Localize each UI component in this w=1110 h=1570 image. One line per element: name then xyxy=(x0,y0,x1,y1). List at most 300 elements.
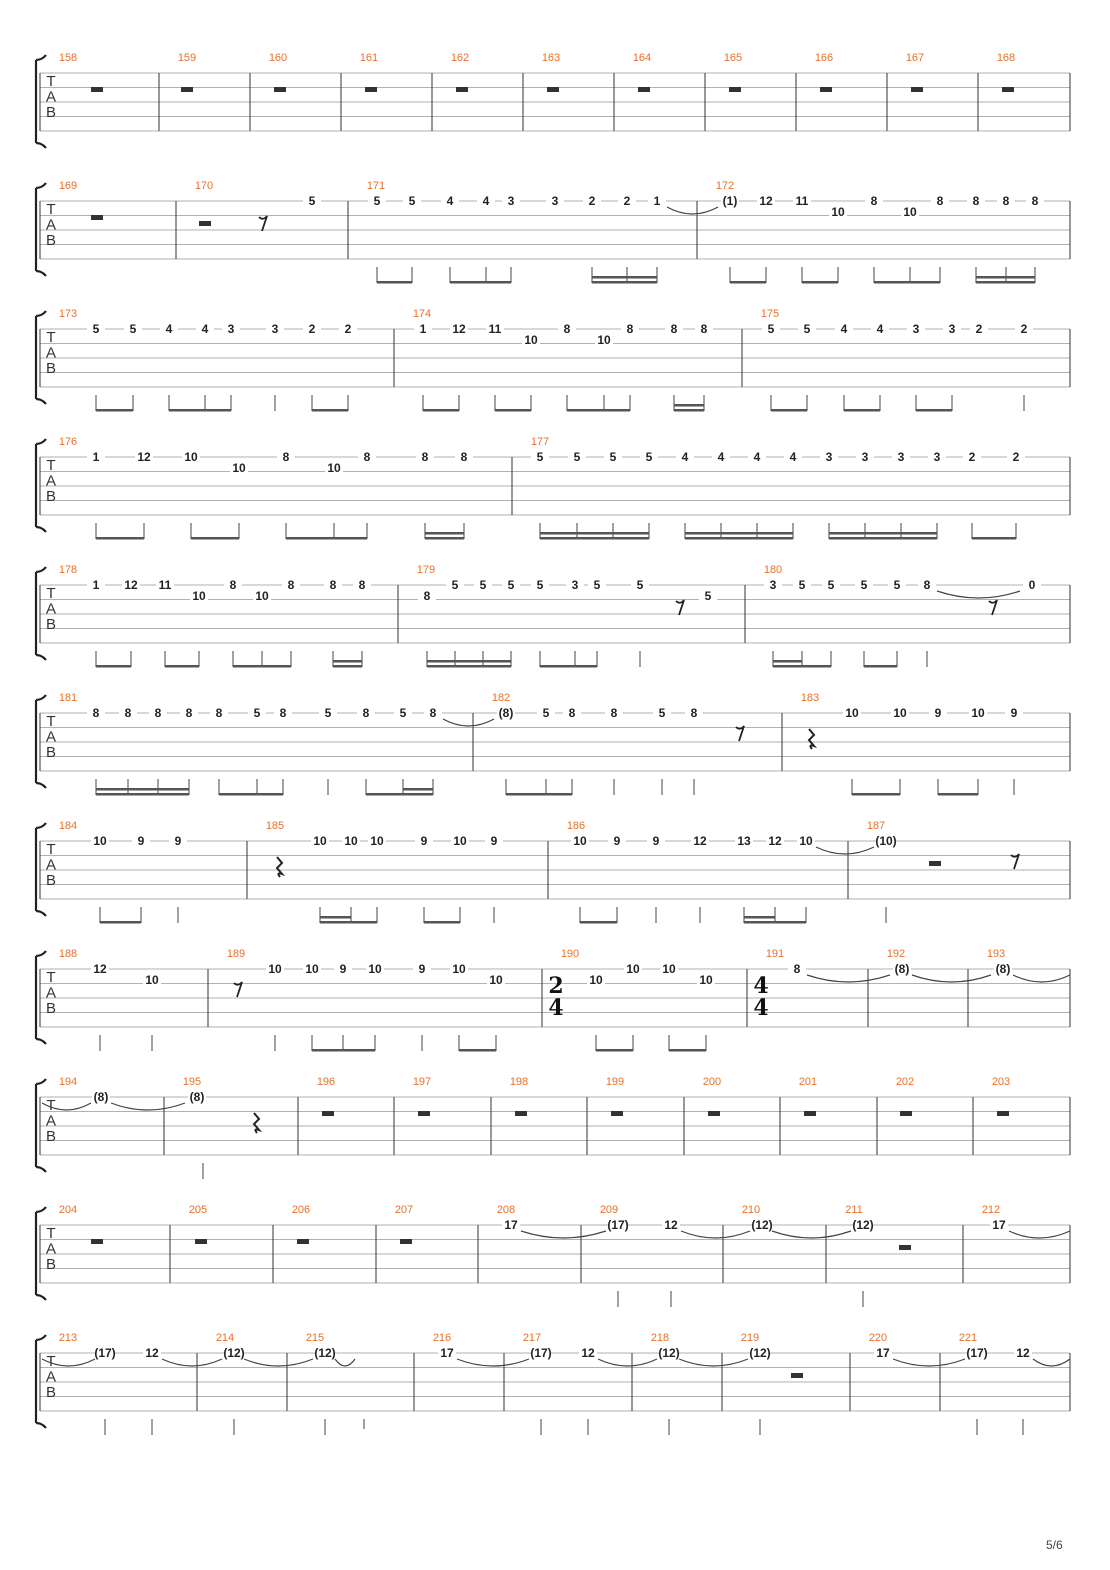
note-beam xyxy=(312,409,348,412)
fret-number: 10 xyxy=(184,450,198,464)
fret-number: 5 xyxy=(573,450,581,464)
fret-number: 8 xyxy=(154,706,162,720)
rest-symbol xyxy=(911,87,923,92)
note-beam xyxy=(427,660,511,663)
eighth-rest-symbol xyxy=(736,726,744,741)
tab-clef-letter-t: T xyxy=(46,457,56,474)
measure-number: 172 xyxy=(715,180,735,192)
fret-number: 1 xyxy=(92,450,100,464)
fret-number: 10 xyxy=(93,834,107,848)
measure-number: 180 xyxy=(763,564,783,576)
fret-number: 10 xyxy=(597,333,611,347)
note-beam xyxy=(424,921,460,924)
note-beam xyxy=(802,281,838,284)
note-beam xyxy=(674,409,704,412)
system-bracket xyxy=(36,183,46,276)
measure-number: 179 xyxy=(416,564,436,576)
fret-number: 12 xyxy=(693,834,707,848)
note-beam xyxy=(829,537,937,540)
note-beam xyxy=(96,788,189,791)
note-beam xyxy=(773,660,802,663)
fret-number: 11 xyxy=(795,194,809,208)
tab-clef-letter-a: A xyxy=(45,1368,57,1386)
note-beam xyxy=(96,793,189,796)
tab-clef-letter-b: B xyxy=(45,488,57,505)
fret-number: 8 xyxy=(690,706,698,720)
time-signature-top: 2 xyxy=(548,973,564,999)
fret-number: 8 xyxy=(870,194,878,208)
tab-clef-letter-b: B xyxy=(45,360,57,377)
page-number: 5/6 xyxy=(1046,1538,1063,1552)
quarter-rest-symbol xyxy=(277,857,282,877)
tab-clef-letter-b: B xyxy=(45,1128,57,1145)
time-signature-bottom: 4 xyxy=(753,995,769,1021)
fret-number: 9 xyxy=(934,706,942,720)
fret-number: 8 xyxy=(279,706,287,720)
note-beam xyxy=(567,409,630,412)
tab-clef-letter-b: B xyxy=(45,744,57,761)
note-beam xyxy=(96,409,133,412)
tie-arc xyxy=(162,1359,222,1366)
note-beam xyxy=(592,281,657,284)
note-beam xyxy=(423,409,459,412)
measure-number: 187 xyxy=(866,820,886,832)
system-bracket xyxy=(36,823,46,916)
measure-number: 190 xyxy=(560,948,580,960)
note-beam xyxy=(938,793,978,796)
measure-number: 181 xyxy=(58,692,78,704)
tie-arc xyxy=(443,719,494,726)
tab-clef-letter-a: A xyxy=(45,1112,57,1130)
fret-number: 5 xyxy=(827,578,835,592)
tab-clef-letter-t: T xyxy=(46,73,56,90)
note-beam xyxy=(771,409,807,412)
system-bracket xyxy=(36,55,46,148)
measure-number: 204 xyxy=(58,1204,78,1216)
tie-arc xyxy=(679,1359,748,1366)
measure-number: 171 xyxy=(366,180,386,192)
fret-number: 2 xyxy=(968,450,976,464)
rest-symbol xyxy=(820,87,832,92)
rest-symbol xyxy=(997,1111,1009,1116)
fret-number: 1 xyxy=(92,578,100,592)
fret-number: (12) xyxy=(852,1218,874,1232)
fret-number: 3 xyxy=(271,322,279,336)
fret-number: 9 xyxy=(420,834,428,848)
fret-number: 4 xyxy=(789,450,797,464)
tab-clef-letter-a: A xyxy=(45,1240,57,1258)
measure-number: 197 xyxy=(412,1076,432,1088)
fret-number: (12) xyxy=(223,1346,245,1360)
measure-number: 212 xyxy=(981,1204,1001,1216)
measure-number: 164 xyxy=(632,52,652,64)
measure-number: 213 xyxy=(58,1332,78,1344)
fret-number: 10 xyxy=(831,205,845,219)
measure-number: 173 xyxy=(58,308,78,320)
fret-number: 10 xyxy=(313,834,327,848)
note-beam xyxy=(540,532,649,535)
fret-number: 8 xyxy=(923,578,931,592)
fret-number: 3 xyxy=(507,194,515,208)
note-beam xyxy=(425,537,464,540)
rest-symbol xyxy=(804,1111,816,1116)
tab-clef-letter-a: A xyxy=(45,856,57,874)
fret-number: 4 xyxy=(681,450,689,464)
note-beam xyxy=(540,665,597,668)
tie-arc xyxy=(335,1359,355,1366)
fret-number: 2 xyxy=(1020,322,1028,336)
measure-number: 158 xyxy=(58,52,78,64)
fret-number: 4 xyxy=(482,194,490,208)
fret-number: 8 xyxy=(1031,194,1039,208)
fret-number: 5 xyxy=(593,578,601,592)
measure-number: 221 xyxy=(958,1332,978,1344)
measure-number: 194 xyxy=(58,1076,78,1088)
note-beam xyxy=(427,665,511,668)
fret-number: 5 xyxy=(308,194,316,208)
tab-clef-letter-a: A xyxy=(45,984,57,1002)
fret-number: 5 xyxy=(92,322,100,336)
tab-clef-letter-a: A xyxy=(45,216,57,234)
tab-clef-letter-t: T xyxy=(46,713,56,730)
rest-symbol xyxy=(91,1239,103,1244)
note-beam xyxy=(916,409,952,412)
system-bracket xyxy=(36,695,46,788)
fret-number: 12 xyxy=(452,322,466,336)
fret-number: 17 xyxy=(876,1346,890,1360)
tab-clef-letter-b: B xyxy=(45,232,57,249)
fret-number: 10 xyxy=(699,973,713,987)
note-beam xyxy=(96,537,144,540)
rest-symbol xyxy=(91,87,103,92)
fret-number: 13 xyxy=(737,834,751,848)
tab-clef-letter-a: A xyxy=(45,344,57,362)
measure-number: 177 xyxy=(530,436,550,448)
note-beam xyxy=(596,1049,633,1052)
tab-clef-letter-a: A xyxy=(45,728,57,746)
fret-number: 10 xyxy=(799,834,813,848)
tie-arc xyxy=(807,975,890,982)
note-beam xyxy=(976,276,1035,279)
note-beam xyxy=(219,793,283,796)
fret-number: 10 xyxy=(453,834,467,848)
note-beam xyxy=(976,281,1035,284)
rest-symbol xyxy=(181,87,193,92)
tab-clef-letter-t: T xyxy=(46,201,56,218)
fret-number: 5 xyxy=(542,706,550,720)
fret-number: 8 xyxy=(793,962,801,976)
note-beam xyxy=(744,921,806,924)
rest-symbol xyxy=(297,1239,309,1244)
measure-number: 191 xyxy=(765,948,785,960)
measure-number: 202 xyxy=(895,1076,915,1088)
fret-number: (8) xyxy=(498,706,514,720)
fret-number: 4 xyxy=(840,322,848,336)
fret-number: 10 xyxy=(903,205,917,219)
note-beam xyxy=(972,537,1016,540)
fret-number: 2 xyxy=(1012,450,1020,464)
fret-number: 4 xyxy=(201,322,209,336)
measure-number: 175 xyxy=(760,308,780,320)
fret-number: 5 xyxy=(636,578,644,592)
note-beam xyxy=(377,281,412,284)
fret-number: (17) xyxy=(530,1346,552,1360)
fret-number: 2 xyxy=(623,194,631,208)
fret-number: 5 xyxy=(645,450,653,464)
fret-number: 3 xyxy=(769,578,777,592)
fret-number: 8 xyxy=(423,589,431,603)
system-bracket xyxy=(36,1335,46,1428)
measure-number: 201 xyxy=(798,1076,818,1088)
measure-number: 176 xyxy=(58,436,78,448)
time-signature-bottom: 4 xyxy=(548,995,564,1021)
fret-number: 8 xyxy=(282,450,290,464)
measure-number: 195 xyxy=(182,1076,202,1088)
note-beam xyxy=(730,281,766,284)
tie-arc xyxy=(816,847,874,854)
rest-symbol xyxy=(547,87,559,92)
quarter-rest-symbol xyxy=(809,729,814,749)
measure-number: 217 xyxy=(522,1332,542,1344)
tie-arc xyxy=(1033,1359,1070,1366)
measure-number: 165 xyxy=(723,52,743,64)
measure-number: 203 xyxy=(991,1076,1011,1088)
measure-number: 198 xyxy=(509,1076,529,1088)
rest-symbol xyxy=(418,1111,430,1116)
tab-clef-letter-b: B xyxy=(45,872,57,889)
measure-number: 210 xyxy=(741,1204,761,1216)
fret-number: 5 xyxy=(536,450,544,464)
fret-number: 8 xyxy=(460,450,468,464)
fret-number: 2 xyxy=(975,322,983,336)
time-signature-top: 4 xyxy=(753,973,769,999)
tie-arc xyxy=(457,1359,529,1366)
measure-number: 200 xyxy=(702,1076,722,1088)
note-beam xyxy=(96,665,131,668)
fret-number: 5 xyxy=(451,578,459,592)
measure-number: 185 xyxy=(265,820,285,832)
system-bracket xyxy=(36,439,46,532)
note-beam xyxy=(669,1049,706,1052)
tie-arc xyxy=(598,1359,657,1366)
fret-number: 8 xyxy=(358,578,366,592)
fret-number: 4 xyxy=(446,194,454,208)
tab-clef-letter-t: T xyxy=(46,1225,56,1242)
note-beam xyxy=(169,409,231,412)
eighth-rest-symbol xyxy=(259,216,267,231)
system-bracket xyxy=(36,951,46,1044)
fret-number: 12 xyxy=(93,962,107,976)
tie-arc xyxy=(893,1359,965,1366)
fret-number: 10 xyxy=(255,589,269,603)
tab-clef-letter-a: A xyxy=(45,472,57,490)
note-beam xyxy=(852,793,900,796)
fret-number: 8 xyxy=(185,706,193,720)
fret-number: 8 xyxy=(124,706,132,720)
rest-symbol xyxy=(199,221,211,226)
note-beam xyxy=(592,276,657,279)
tie-arc xyxy=(772,1231,851,1238)
fret-number: 10 xyxy=(589,973,603,987)
measure-number: 196 xyxy=(316,1076,336,1088)
fret-number: 17 xyxy=(440,1346,454,1360)
fret-number: 3 xyxy=(571,578,579,592)
fret-number: (1) xyxy=(722,194,738,208)
fret-number: 8 xyxy=(215,706,223,720)
fret-number: (10) xyxy=(875,834,897,848)
measure-number: 184 xyxy=(58,820,78,832)
fret-number: 2 xyxy=(308,322,316,336)
fret-number: 10 xyxy=(452,962,466,976)
note-beam xyxy=(829,532,937,535)
note-beam xyxy=(191,537,239,540)
fret-number: 9 xyxy=(490,834,498,848)
fret-number: 0 xyxy=(1028,578,1036,592)
fret-number: 2 xyxy=(588,194,596,208)
tab-clef-letter-b: B xyxy=(45,1384,57,1401)
fret-number: 5 xyxy=(860,578,868,592)
fret-number: 3 xyxy=(933,450,941,464)
fret-number: 5 xyxy=(408,194,416,208)
fret-number: 10 xyxy=(662,962,676,976)
measure-number: 170 xyxy=(194,180,214,192)
fret-number: 5 xyxy=(893,578,901,592)
measure-number: 174 xyxy=(412,308,432,320)
measure-number: 209 xyxy=(599,1204,619,1216)
fret-number: 8 xyxy=(92,706,100,720)
fret-number: 9 xyxy=(613,834,621,848)
fret-number: 4 xyxy=(717,450,725,464)
tab-clef-letter-t: T xyxy=(46,969,56,986)
fret-number: (8) xyxy=(995,962,1011,976)
measure-number: 220 xyxy=(868,1332,888,1344)
note-beam xyxy=(580,921,617,924)
note-beam xyxy=(320,921,377,924)
rest-symbol xyxy=(708,1111,720,1116)
fret-number: 1 xyxy=(419,322,427,336)
fret-number: 8 xyxy=(363,450,371,464)
eighth-rest-symbol xyxy=(234,982,242,997)
measure-number: 216 xyxy=(432,1332,452,1344)
tab-clef-letter-t: T xyxy=(46,841,56,858)
fret-number: 12 xyxy=(145,1346,159,1360)
note-beam xyxy=(366,793,433,796)
fret-number: 5 xyxy=(803,322,811,336)
fret-number: 12 xyxy=(137,450,151,464)
tab-clef-letter-t: T xyxy=(46,1097,56,1114)
note-beam xyxy=(403,788,433,791)
system-bracket xyxy=(36,1207,46,1300)
note-beam xyxy=(674,404,704,407)
fret-number: 9 xyxy=(1010,706,1018,720)
measure-number: 166 xyxy=(814,52,834,64)
rest-symbol xyxy=(456,87,468,92)
measure-number: 188 xyxy=(58,948,78,960)
tab-clef-letter-t: T xyxy=(46,585,56,602)
note-beam xyxy=(312,1049,375,1052)
fret-number: 3 xyxy=(551,194,559,208)
fret-number: 17 xyxy=(992,1218,1006,1232)
fret-number: 10 xyxy=(845,706,859,720)
fret-number: 5 xyxy=(129,322,137,336)
note-beam xyxy=(165,665,199,668)
fret-number: 9 xyxy=(137,834,145,848)
fret-number: 3 xyxy=(948,322,956,336)
tie-arc xyxy=(244,1359,313,1366)
rest-symbol xyxy=(195,1239,207,1244)
measure-number: 182 xyxy=(491,692,511,704)
fret-number: 5 xyxy=(399,706,407,720)
note-beam xyxy=(450,281,511,284)
measure-number: 219 xyxy=(740,1332,760,1344)
fret-number: 9 xyxy=(339,962,347,976)
rest-symbol xyxy=(515,1111,527,1116)
fret-number: 8 xyxy=(972,194,980,208)
note-beam xyxy=(864,665,897,668)
fret-number: 12 xyxy=(581,1346,595,1360)
measure-number: 208 xyxy=(496,1204,516,1216)
fret-number: 12 xyxy=(1016,1346,1030,1360)
note-beam xyxy=(333,665,362,668)
fret-number: 10 xyxy=(305,962,319,976)
tie-arc xyxy=(1013,975,1070,982)
system-bracket xyxy=(36,1079,46,1172)
fret-number: 12 xyxy=(768,834,782,848)
fret-number: 10 xyxy=(145,973,159,987)
fret-number: 3 xyxy=(227,322,235,336)
fret-number: 9 xyxy=(652,834,660,848)
rest-symbol xyxy=(900,1111,912,1116)
fret-number: 4 xyxy=(753,450,761,464)
fret-number: 5 xyxy=(507,578,515,592)
fret-number: (12) xyxy=(751,1218,773,1232)
measure-number: 206 xyxy=(291,1204,311,1216)
measure-number: 193 xyxy=(986,948,1006,960)
tie-arc xyxy=(937,591,1020,598)
fret-number: 10 xyxy=(524,333,538,347)
rest-symbol xyxy=(1002,87,1014,92)
fret-number: 8 xyxy=(563,322,571,336)
note-beam xyxy=(425,532,464,535)
rest-symbol xyxy=(899,1245,911,1250)
tab-clef-letter-a: A xyxy=(45,600,57,618)
note-beam xyxy=(685,532,793,535)
fret-number: 5 xyxy=(324,706,332,720)
measure-number: 199 xyxy=(605,1076,625,1088)
fret-number: 4 xyxy=(876,322,884,336)
measure-number: 162 xyxy=(450,52,470,64)
note-beam xyxy=(333,660,362,663)
measure-number: 169 xyxy=(58,180,78,192)
measure-number: 214 xyxy=(215,1332,235,1344)
measure-number: 167 xyxy=(905,52,925,64)
fret-number: (8) xyxy=(189,1090,205,1104)
note-beam xyxy=(773,665,831,668)
measure-number: 163 xyxy=(541,52,561,64)
fret-number: 8 xyxy=(229,578,237,592)
fret-number: 11 xyxy=(488,322,502,336)
note-beam xyxy=(286,537,367,540)
fret-number: 10 xyxy=(192,589,206,603)
fret-number: 10 xyxy=(971,706,985,720)
eighth-rest-symbol xyxy=(1011,854,1019,869)
fret-number: 3 xyxy=(912,322,920,336)
tie-arc xyxy=(681,1231,750,1238)
tie-arc xyxy=(912,975,991,982)
fret-number: 5 xyxy=(609,450,617,464)
measure-number: 168 xyxy=(996,52,1016,64)
tab-clef-letter-b: B xyxy=(45,104,57,121)
